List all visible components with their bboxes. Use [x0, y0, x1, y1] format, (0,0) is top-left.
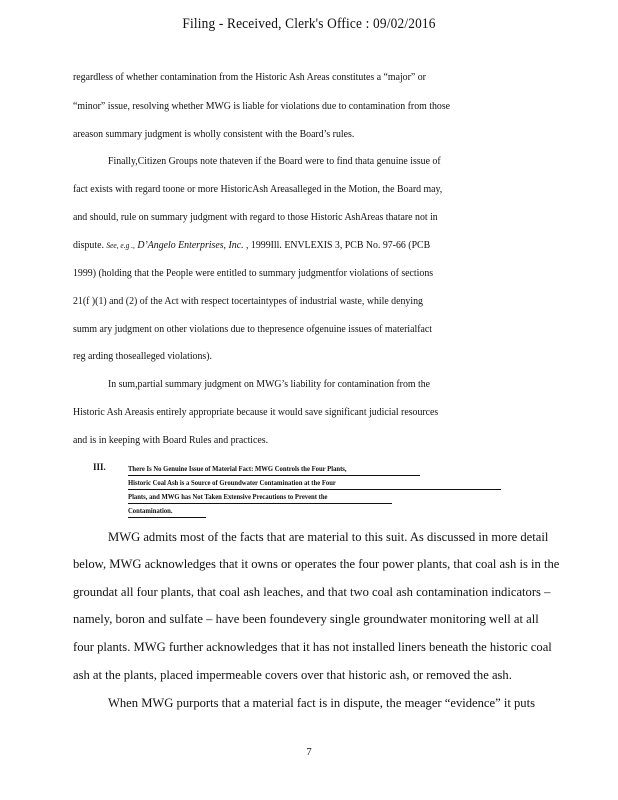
text-line: and is in keeping with Board Rules and practices. — [73, 435, 269, 446]
text-line: groundat all four plants, that coal ash leaches, and that two coal ash contamination indicators – — [73, 585, 551, 599]
section-heading-line: Historic Coal Ash is a Source of Groundwater Contamination at the Four — [128, 478, 336, 487]
text: dispute. — [73, 240, 107, 251]
signal-see: See, e.g ., — [106, 241, 135, 250]
case-name: D’Angelo Enterprises, Inc. — [134, 240, 244, 251]
text-line: ash at the plants, placed impermeable covers over that historic ash, or removed the ash. — [73, 668, 512, 682]
text-line: reg arding thosealleged violations). — [73, 351, 212, 362]
text-line: fact exists with regard toone or more HistoricAsh Areasalleged in the Motion, the Board may, — [73, 184, 443, 195]
heading-underline — [128, 475, 420, 476]
text-line: summ ary judgment on other violations due to thepresence ofgenuine issues of materialfact — [73, 324, 432, 335]
heading-underline — [128, 503, 392, 504]
text-line: MWG admits most of the facts that are material to this suit. As discussed in more detail — [108, 530, 549, 544]
text-line-citation — [73, 240, 430, 251]
text-line: When MWG purports that a material fact is in dispute, the meager “evidence” it puts — [108, 696, 535, 710]
text-line: and should, rule on summary judgment with regard to those Historic AshAreas thatare not in — [73, 212, 438, 223]
text-line: regardless of whether contamination from the Historic Ash Areas constitutes a “major” or — [73, 72, 426, 83]
text-line: below, MWG acknowledges that it owns or operates the four power plants, that coal ash is in the — [73, 557, 560, 571]
heading-underline — [128, 517, 206, 518]
text-line: areason summary judgment is wholly consistent with the Board’s rules. — [73, 129, 355, 140]
text: , 1999Ill. ENVLEXIS 3, PCB No. 97-66 (PCB — [243, 240, 431, 251]
section-number: III. — [93, 462, 106, 472]
section-heading-line: There Is No Genuine Issue of Material Fact: MWG Controls the Four Plants, — [128, 464, 347, 473]
section-heading-line: Plants, and MWG has Not Taken Extensive Precautions to Prevent the — [128, 492, 328, 501]
heading-underline — [128, 489, 501, 490]
text-line: In sum,partial summary judgment on MWG’s liability for contamination from the — [108, 379, 431, 390]
text-line: 1999) (holding that the People were entitled to summary judgmentfor violations of sections — [73, 268, 434, 279]
text-line: “minor” issue, resolving whether MWG is liable for violations due to contamination from those — [73, 101, 451, 112]
filing-header: Filing - Received, Clerk's Office : 09/02/2016 — [182, 16, 436, 32]
text-line: Historic Ash Areasis entirely appropriate because it would save significant judicial resources — [73, 407, 439, 418]
text-line: 21(f )(1) and (2) of the Act with respect tocertaintypes of industrial waste, while denying — [73, 296, 423, 307]
text-line: Finally,Citizen Groups note thateven if the Board were to find thata genuine issue of — [108, 156, 441, 167]
text-line: four plants. MWG further acknowledges that it has not installed liners beneath the historic coal — [73, 640, 552, 654]
text-line: namely, boron and sulfate – have been foundevery single groundwater monitoring well at all — [73, 612, 539, 626]
section-heading-line: Contamination. — [128, 506, 173, 515]
page-number: 7 — [306, 747, 312, 758]
